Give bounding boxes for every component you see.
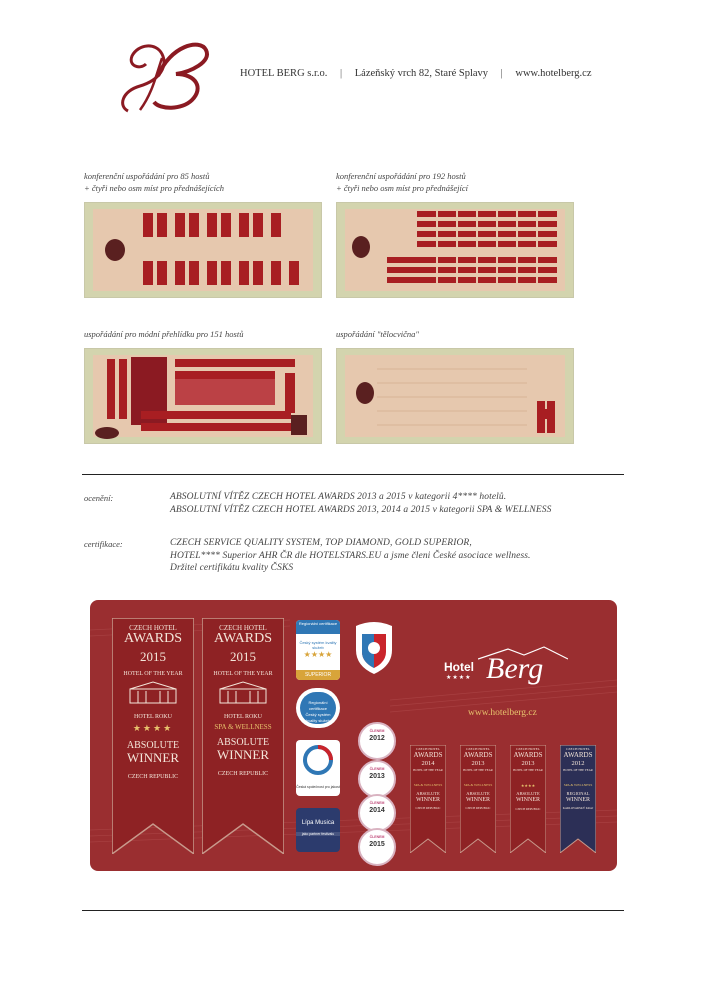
floor-plan-gym [336, 348, 574, 444]
member-year-badge [358, 828, 396, 866]
ribbon-win-line2: WINNER [416, 796, 440, 803]
ribbon-title-small: CZECH HOTEL [129, 624, 177, 632]
banner-website[interactable]: www.hotelberg.cz [468, 708, 537, 718]
member-year: 2015 [369, 841, 385, 848]
layout-caption-line: konferenční uspořádání pro 192 hostů [336, 171, 466, 181]
layout-caption-line: uspořádání "tělocvična" [336, 329, 419, 339]
ribbon-year: 2013 [471, 759, 485, 767]
ribbon-win-line1: ABSOLUTE [216, 737, 270, 748]
layout-caption-line: uspořádání pro módní přehlídku pro 151 hostů [84, 329, 244, 339]
badge-footer: SUPERIOR [296, 670, 340, 680]
ribbon-title-big: AWARDS [563, 750, 593, 759]
ribbon-win-line1: ABSOLUTE [466, 790, 490, 796]
ribbon-subtitle: HOTEL OF THE YEAR [413, 767, 443, 772]
floor-plan-fashion-show-151 [84, 348, 322, 444]
award-ribbon-small [560, 745, 596, 853]
ribbon-country: CZECH REPUBLIC [217, 771, 269, 777]
award-ribbon-large [112, 618, 194, 854]
ribbon-category: HOTEL ROKU [224, 714, 262, 720]
ribbon-win-line1: REGIONAL [566, 790, 590, 796]
ribbon-title-small: CZECH HOTEL [219, 624, 267, 632]
hotel-berg-banner-logo [442, 646, 572, 696]
hotel-word: Hotel [444, 660, 474, 674]
ribbon-title-big: AWARDS [463, 750, 493, 759]
ribbon-country: CZECH REPUBLIC [127, 774, 179, 780]
ribbon-subtitle: HOTEL OF THE YEAR [563, 767, 593, 772]
hotel-building-icon [126, 681, 180, 705]
company-website[interactable]: www.hotelberg.cz [515, 68, 592, 79]
badge-text: Regionální certifikace [308, 700, 328, 711]
layout-caption [84, 328, 243, 340]
ribbon-spa-label: SPA & WELLNESS [214, 723, 272, 731]
lipa-musica-badge [296, 808, 340, 852]
superior-cert-badge [296, 620, 340, 680]
section-divider [82, 474, 624, 475]
award-ribbon-small [410, 745, 446, 853]
ribbon-category: SPA & WELLNESS [463, 782, 493, 787]
ribbon-subtitle: HOTEL OF THE YEAR [123, 671, 183, 677]
award-line: ABSOLUTNÍ VÍTĚZ CZECH HOTEL AWARDS 2013, 2014 a 2015 v kategorii SPA & WELLNESS [170, 504, 552, 515]
ribbon-year: 2014 [421, 759, 435, 767]
member-year: 2014 [369, 807, 385, 814]
ribbon-title-big: AWARDS [124, 631, 182, 646]
floor-plan-conference-85 [84, 202, 322, 298]
quality-cq-badge [296, 740, 340, 796]
cert-line: HOTEL**** Superior AHR ČR dle HOTELSTARS.EU a jsme členi České asociace wellness. [170, 550, 531, 561]
award-ribbon-small [510, 745, 546, 853]
hotel-name: Berg [486, 652, 544, 685]
ribbon-title-small: CZECH HOTEL [566, 747, 590, 751]
ribbon-title-small: CZECH HOTEL [516, 747, 540, 751]
certs-list [170, 537, 531, 575]
awards-banner [90, 600, 617, 871]
ribbon-win-line2: WINNER [516, 797, 540, 804]
badge-stars: ★★★★ [303, 650, 333, 659]
badge-text: Český systém kvality služeb [299, 640, 337, 650]
ribbon-year: 2013 [521, 759, 535, 767]
ribbon-year: 2015 [230, 649, 256, 664]
badge-text: Česká společnost pro jakost [296, 785, 340, 789]
ribbon-subtitle: HOTEL OF THE YEAR [213, 671, 273, 677]
company-address: Lázeňský vrch 82, Staré Splavy [354, 68, 489, 79]
ribbon-title-big: AWARDS [513, 750, 543, 759]
layout-caption [84, 170, 224, 194]
shield-badge-icon [352, 620, 396, 676]
badge-text: Český systém kvality služeb [305, 712, 331, 723]
ribbon-title-small: CZECH HOTEL [416, 747, 440, 751]
ribbon-country: CZECH REPUBLIC [515, 806, 541, 811]
ribbon-stars: ★★★★ [132, 723, 174, 733]
cq-logo-icon [296, 740, 340, 780]
layout-caption [336, 328, 419, 340]
badge-text: jako partner festivalu [296, 832, 340, 836]
ribbon-subtitle: HOTEL OF THE YEAR [463, 767, 493, 772]
header-separator: | [500, 68, 503, 79]
cert-line: CZECH SERVICE QUALITY SYSTEM, TOP DIAMOND, GOLD SUPERIOR, [170, 538, 472, 548]
layout-caption-line: konferenční uspořádání pro 85 hostů [84, 171, 210, 181]
badge-title: Lípa Musica [301, 820, 335, 826]
layout-caption-line: + čtyři nebo osm míst pro přednášející [336, 183, 468, 193]
member-text: ČLENEM [369, 835, 385, 839]
ribbon-win-line2: WINNER [466, 796, 490, 803]
ribbon-win-line2: WINNER [566, 796, 590, 803]
ribbon-win-line1: ABSOLUTE [126, 740, 180, 751]
header-contact-line [240, 68, 602, 79]
certs-label: certifikace: [84, 539, 123, 549]
footer-divider [82, 910, 624, 911]
floor-plan-conference-192 [336, 202, 574, 298]
member-year-badge [358, 760, 396, 798]
ribbon-year: 2012 [571, 759, 585, 767]
awards-label: ocenění: [84, 493, 114, 503]
ribbon-win-line1: ABSOLUTE [416, 790, 440, 796]
ribbon-country: KARLOVARSKÝ KRAJ [562, 806, 594, 811]
ribbon-win-line2: WINNER [127, 750, 179, 765]
member-text: ČLENEM [369, 801, 385, 805]
awards-list [170, 491, 551, 516]
member-year: 2012 [369, 735, 385, 742]
ribbon-year: 2015 [140, 649, 166, 664]
ribbon-category: ★★★★ [520, 782, 536, 788]
member-text: ČLENEM [369, 767, 385, 771]
badge-header: Regionální certifikace [296, 620, 340, 634]
ribbon-category: SPA & WELLNESS [413, 782, 443, 787]
ribbon-win-line1: ABSOLUTE [516, 791, 540, 797]
ribbon-win-line2: WINNER [217, 747, 269, 762]
ribbon-subtitle: HOTEL OF THE YEAR [513, 767, 543, 772]
ribbon-title-small: CZECH HOTEL [466, 747, 490, 751]
award-ribbon-small [460, 745, 496, 853]
cert-line: Držitel certifikátu kvality ČSKS [170, 563, 294, 573]
ribbon-category: SPA & WELLNESS [563, 782, 593, 787]
award-ribbon-large [202, 618, 284, 854]
layout-caption [336, 170, 468, 194]
ribbon-category: HOTEL ROKU [134, 714, 172, 720]
award-line: ABSOLUTNÍ VÍTĚZ CZECH HOTEL AWARDS 2013 a 2015 v kategorii 4**** hotelů. [170, 492, 507, 502]
company-name: HOTEL BERG s.r.o. [240, 68, 328, 79]
hotel-berg-logo [110, 36, 220, 116]
layout-caption-line: + čtyři nebo osm míst pro přednášejících [84, 183, 224, 193]
member-year: 2013 [369, 773, 385, 780]
member-year-badge [358, 794, 396, 832]
hotel-building-icon [216, 681, 270, 705]
regional-cert-badge [296, 688, 340, 728]
ribbon-country: CZECH REPUBLIC [415, 806, 441, 811]
hotel-stars: ★★★★ [446, 675, 472, 681]
header-separator: | [340, 68, 343, 79]
ribbon-title-big: AWARDS [413, 750, 443, 759]
member-text: ČLENEM [369, 729, 385, 733]
ribbon-country: CZECH REPUBLIC [465, 806, 491, 811]
member-year-badge [358, 722, 396, 760]
ribbon-title-big: AWARDS [214, 631, 272, 646]
